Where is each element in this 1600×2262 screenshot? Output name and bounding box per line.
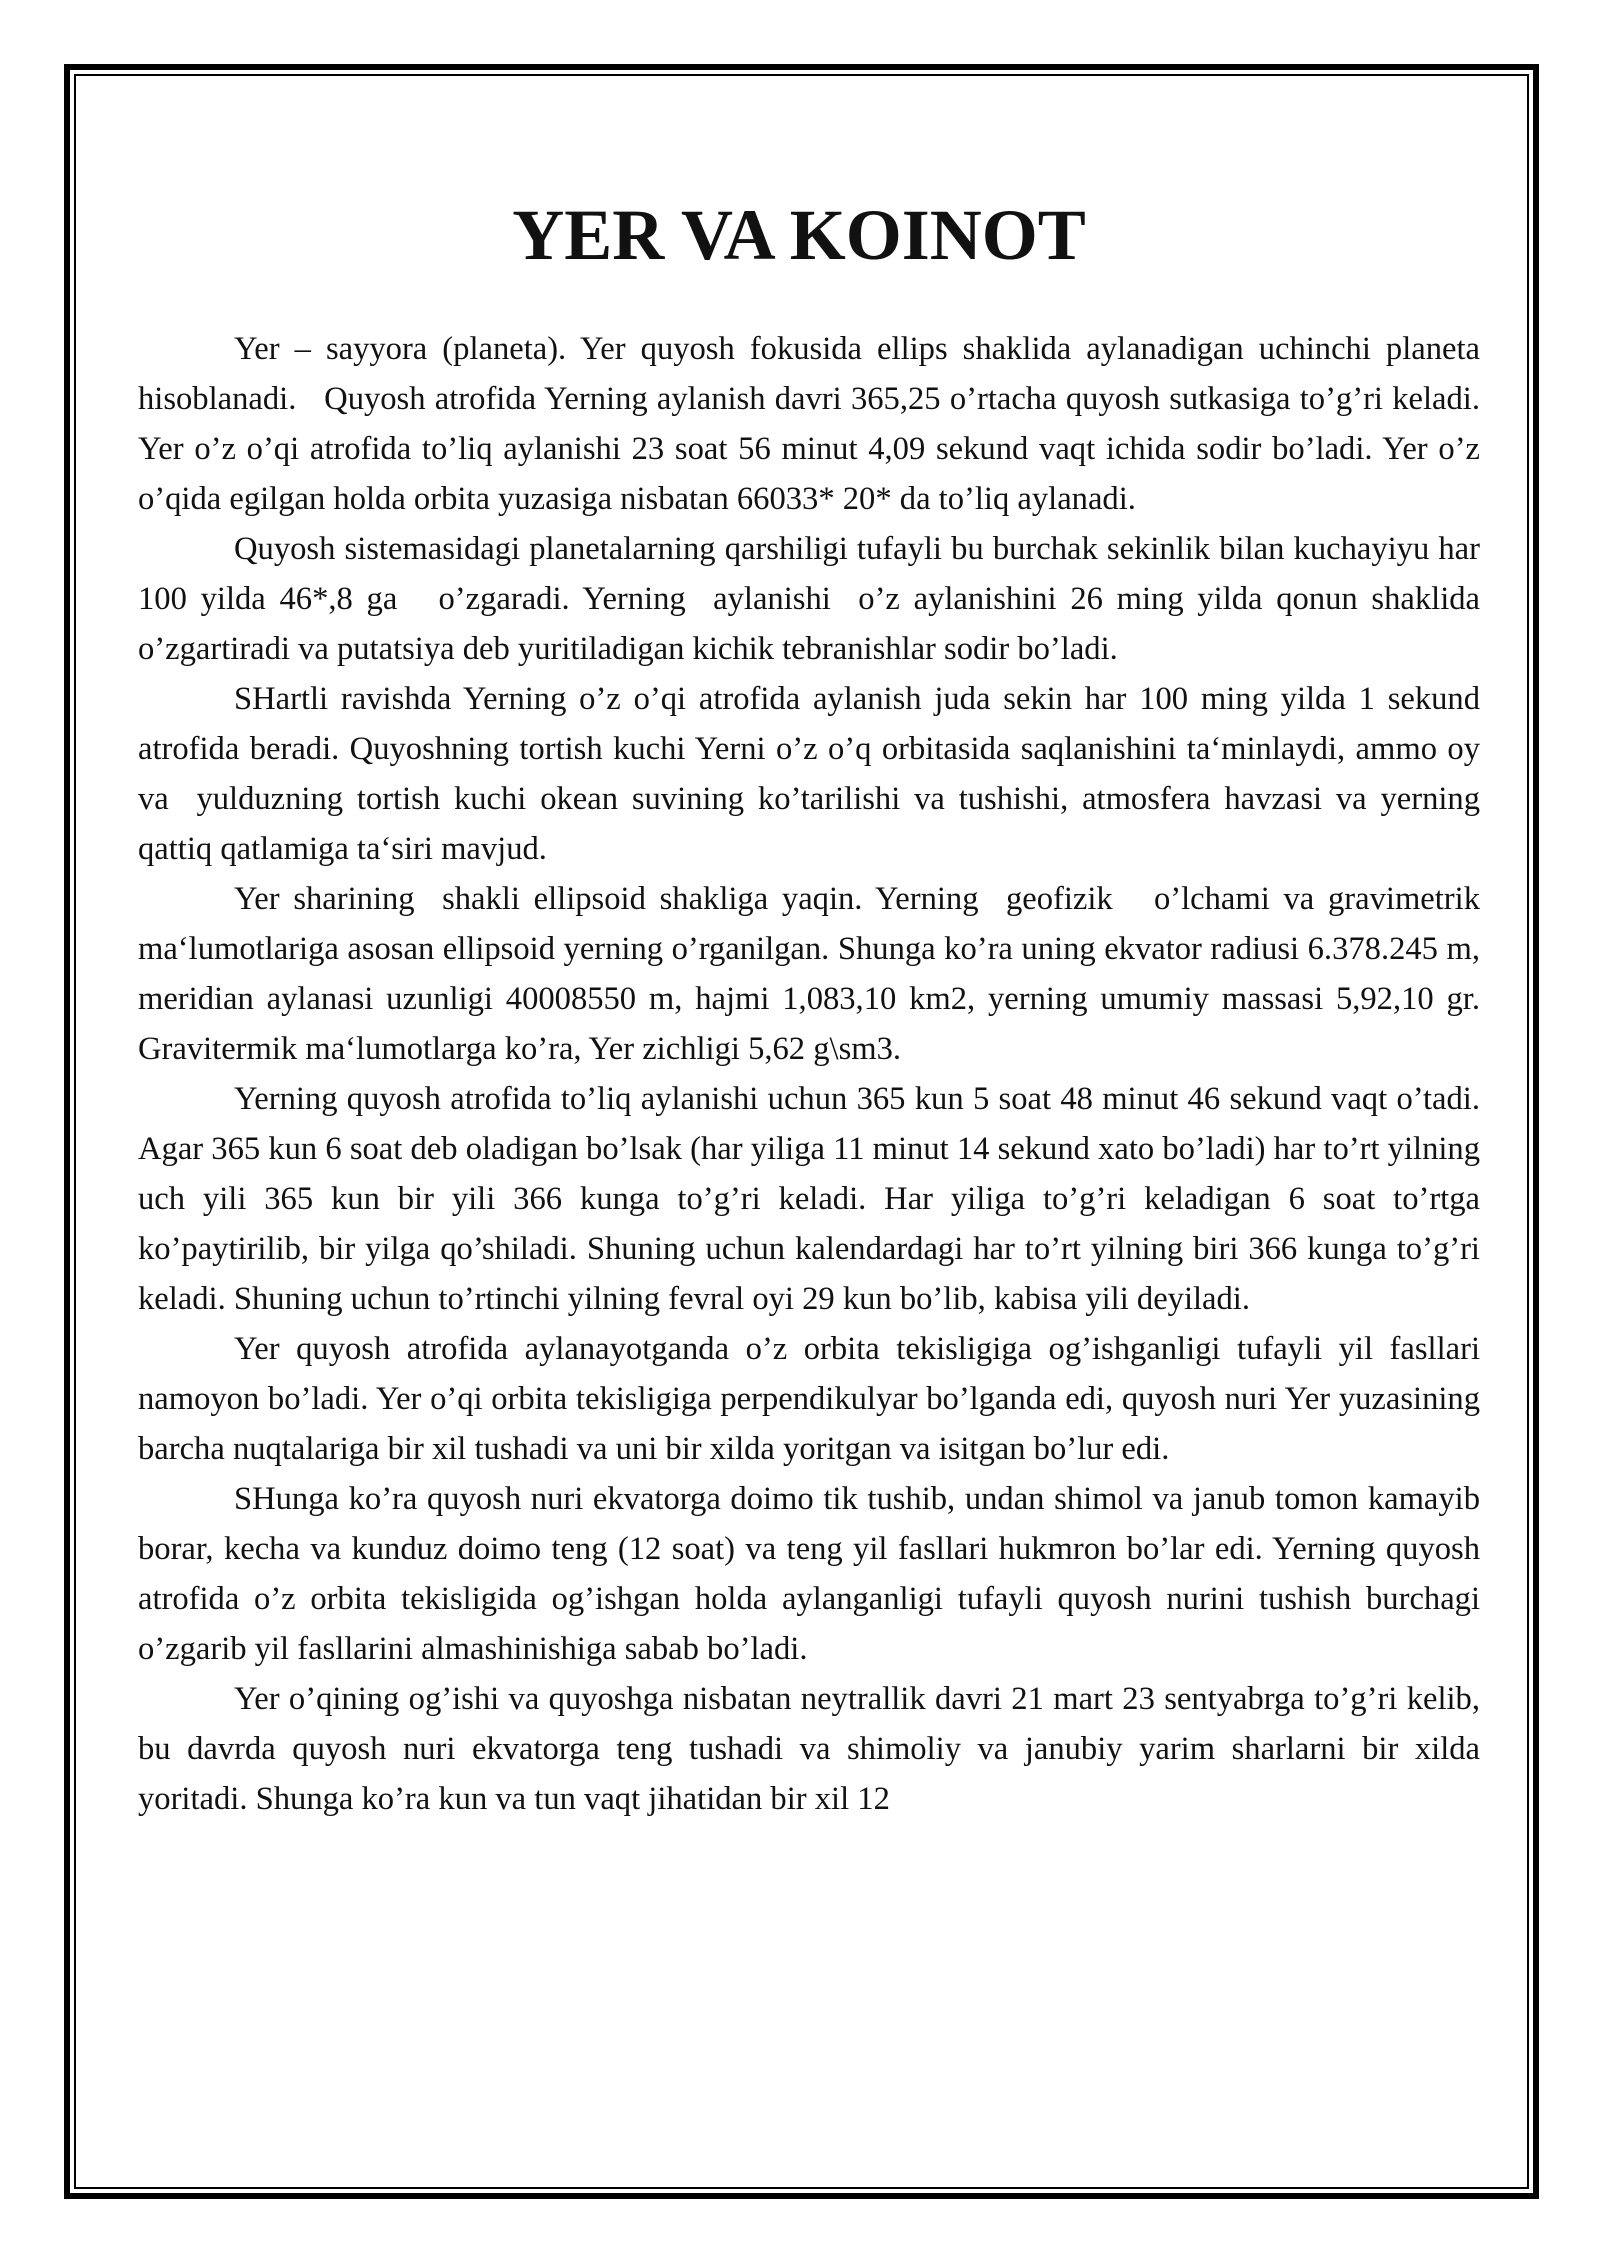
document-title: YER VA KOINOT	[512, 195, 1086, 275]
paragraph-8: Yer o’qining og’ishi va quyoshga nisbatan neytrallik davri 21 mart 23 sentyabrga to’g’ri kelib, bu davrda quyosh nuri ekvatorga teng tushadi va shimoliy va janubiy yarim sharlarni bir xilda yoritadi. Shunga ko’ra kun va tun vaqt jihatidan bir xil 12	[138, 1681, 1489, 1817]
paragraph-7: SHunga ko’ra quyosh nuri ekvatorga doimo tik tushib, undan shimol va janub tomon kamayib borar, kecha va kunduz doimo teng (12 soat) va teng yil fasllari hukmron bo’lar edi. Yerning quyosh atrofida o’z orbita tekisligida og’ishgan holda aylanganligi tufayli quyosh nurini tushish burchagi o’zgarib yil fasllarini almashinishiga sabab bo’ladi.	[138, 1481, 1489, 1667]
paragraph-1: Yer – sayyora (planeta). Yer quyosh fokusida ellips shaklida aylanadigan uchinchi planeta hisoblanadi. Quyosh atrofida Yerning aylanish davri 365,25 o’rtacha quyosh sutkasiga to’g’ri keladi. Yer o’z o’qi atrofida to’liq aylanishi 23 soat 56 minut 4,09 sekund vaqt ichida sodir bo’ladi. Yer o’z o’qida egilgan holda orbita yuzasiga nisbatan 66033* 20* da to’liq aylanadi.	[138, 331, 1489, 517]
paragraph-3: SHartli ravishda Yerning o’z o’qi atrofida aylanish juda sekin har 100 ming yilda 1 sekund atrofida beradi. Quyoshning tortish kuchi Yerni o’z o’q orbitasida saqlanishini ta‘minlaydi, ammo oy va yulduzning tortish kuchi okean suvining ko’tarilishi va tushishi, atmosfera havzasi va yerning qattiq qatlamiga ta‘siri mavjud.	[138, 681, 1489, 867]
document-body	[138, 190, 1489, 1824]
paragraph-5: Yerning quyosh atrofida to’liq aylanishi uchun 365 kun 5 soat 48 minut 46 sekund vaqt o’tadi. Agar 365 kun 6 soat deb oladigan bo’lsak (har yiliga 11 minut 14 sekund xato bo’ladi) har to’rt yilning uch yili 365 kun bir yili 366 kunga to’g’ri keladi. Har yiliga to’g’ri keladigan 6 soat to’rtga ko’paytirilib, bir yilga qo’shiladi. Shuning uchun kalendardagi har to’rt yilning biri 366 kunga to’g’ri keladi. Shuning uchun to’rtinchi yilning fevral oyi 29 kun bo’lib, kabisa yili deyiladi.	[138, 1081, 1489, 1317]
paragraph-4: Yer sharining shakli ellipsoid shakliga yaqin. Yerning geofizik o’lchami va gravimetrik ma‘lumotlariga asosan ellipsoid yerning o’rganilgan. Shunga ko’ra uning ekvator radiusi 6.378.245 m, meridian aylanasi uzunligi 40008550 m, hajmi 1,083,10 km2, yerning umumiy massasi 5,92,10 gr. Gravitermik ma‘lumotlarga ko’ra, Yer zichligi 5,62 g\sm3.	[138, 881, 1489, 1067]
paragraph-6: Yer quyosh atrofida aylanayotganda o’z orbita tekisligiga og’ishganligi tufayli yil fasllari namoyon bo’ladi. Yer o’qi orbita tekisligiga perpendikulyar bo’lganda edi, quyosh nuri Yer yuzasining barcha nuqtalariga bir xil tushadi va uni bir xilda yoritgan va isitgan bo’lur edi.	[138, 1331, 1489, 1467]
paragraph-2: Quyosh sistemasidagi planetalarning qarshiligi tufayli bu burchak sekinlik bilan kuchayiyu har 100 yilda 46*,8 ga o’zgaradi. Yerning aylanishi o’z aylanishini 26 ming yilda qonun shaklida o’zgartiradi va putatsiya deb yuritiladigan kichik tebranishlar sodir bo’ladi.	[138, 531, 1489, 667]
